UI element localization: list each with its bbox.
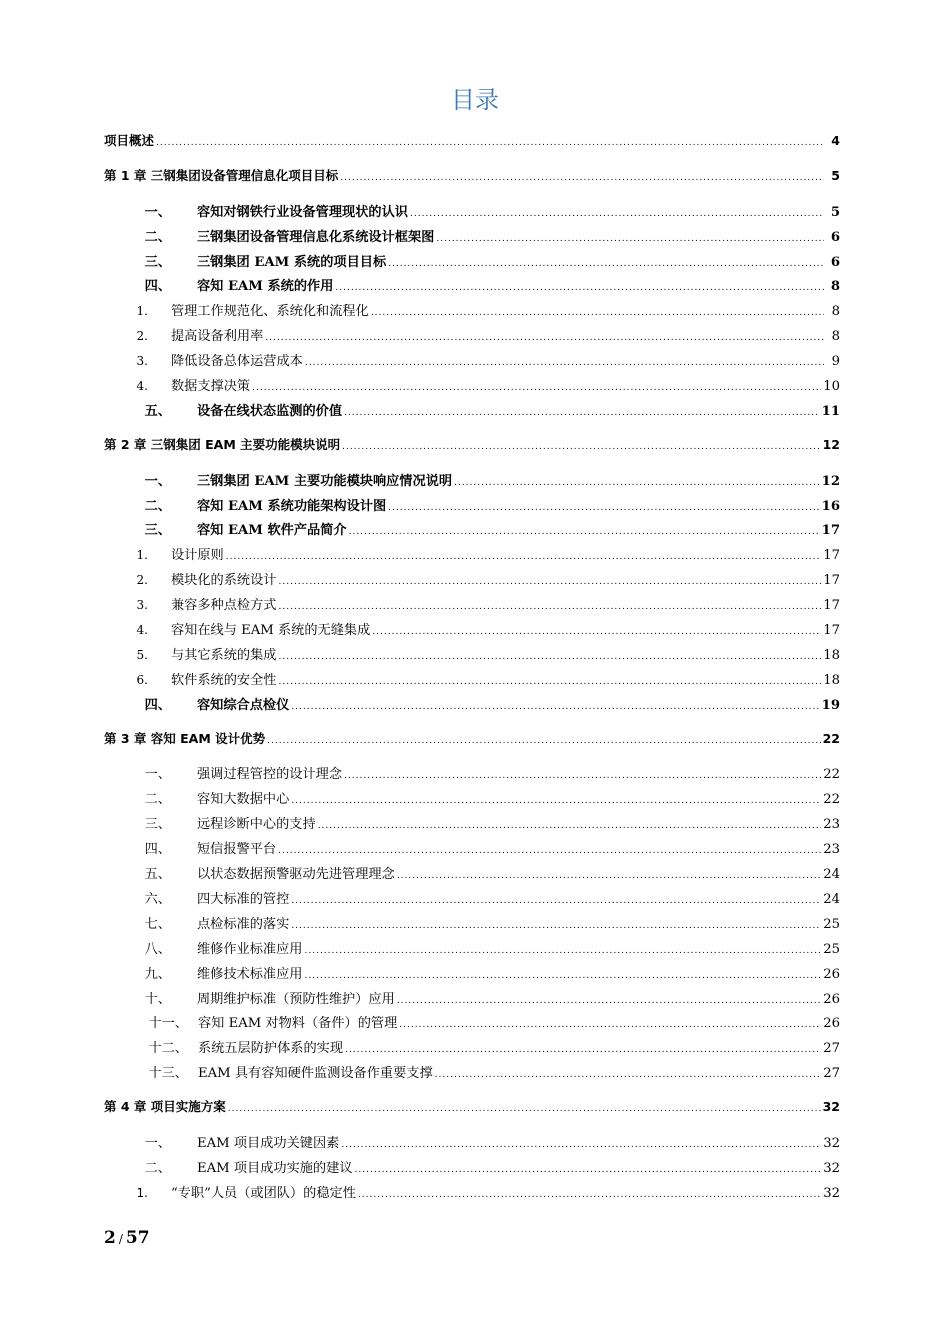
toc-entry-label: 容知 EAM 系统的作用: [197, 279, 334, 295]
toc-entry-page: 26: [823, 966, 840, 982]
toc-entry-number: 十二、: [148, 1041, 188, 1057]
toc-entry-label: 四大标准的管控: [197, 891, 290, 907]
toc-entry[interactable]: [104, 325, 840, 350]
toc-entry-number: 八、: [144, 941, 171, 957]
toc-entry-number: 1.: [136, 304, 148, 319]
toc-entry-label: 维修作业标准应用: [197, 941, 303, 957]
toc-entry-number: 二、: [144, 498, 171, 514]
toc-entry-page: 19: [821, 697, 840, 713]
toc-dot-leader: [279, 648, 822, 663]
toc-entry-page: 22: [822, 730, 840, 746]
toc-dot-leader: [454, 474, 820, 489]
toc-dot-leader: [410, 205, 824, 220]
toc-entry-number: 十一、: [148, 1016, 188, 1032]
toc-entry-page: 23: [823, 842, 840, 858]
toc-entry-page: 27: [823, 1041, 840, 1057]
toc-entry[interactable]: [104, 1182, 840, 1207]
toc-entry-label: 模块化的系统设计: [171, 573, 277, 589]
toc-chapter-entry[interactable]: [104, 729, 840, 754]
toc-entry-number: 四、: [144, 842, 171, 858]
toc-entry[interactable]: [104, 988, 840, 1013]
toc-entry[interactable]: [104, 669, 840, 694]
toc-entry-page: 8: [831, 329, 840, 345]
toc-entry[interactable]: [104, 1012, 840, 1037]
current-page: 2: [104, 1228, 116, 1248]
table-of-contents: [104, 131, 840, 1207]
toc-entry-page: 6: [830, 254, 840, 270]
toc-entry-number: 四、: [144, 279, 171, 295]
toc-entry-label: 三钢集团 EAM 主要功能模块响应情况说明: [197, 473, 453, 489]
toc-dot-leader: [335, 279, 824, 294]
toc-entry-page: 25: [823, 941, 840, 957]
toc-entry[interactable]: [104, 788, 840, 813]
toc-entry-page: 18: [823, 647, 840, 663]
toc-entry[interactable]: [104, 1132, 840, 1157]
toc-dot-leader: [349, 523, 820, 538]
toc-title: 目录: [451, 86, 499, 114]
toc-entry-page: 26: [823, 1016, 840, 1032]
toc-entry-number: 4.: [136, 623, 148, 638]
toc-entry-label: 三钢集团 EAM 系统的项目目标: [197, 254, 387, 270]
toc-entry[interactable]: [104, 251, 840, 276]
toc-entry-page: 12: [821, 473, 840, 489]
toc-entry-label: 容知大数据中心: [197, 792, 290, 808]
toc-dot-leader: [279, 598, 822, 613]
toc-entry-page: 4: [831, 133, 840, 148]
toc-entry-page: 9: [831, 354, 840, 370]
toc-entry-number: 一、: [144, 767, 171, 783]
toc-entry-page: 22: [823, 792, 840, 808]
toc-entry[interactable]: [104, 1037, 840, 1062]
toc-entry-page: 32: [823, 1135, 840, 1151]
toc-entry-number: 3.: [136, 354, 148, 369]
toc-dot-leader: [156, 133, 824, 148]
toc-entry-label: 以状态数据预警驱动先进管理理念: [197, 867, 395, 883]
toc-entry-label: 第 1 章 三钢集团设备管理信息化项目目标: [104, 167, 339, 183]
toc-entry[interactable]: [104, 913, 840, 938]
toc-entry[interactable]: [104, 544, 840, 569]
toc-entry-number: 二、: [144, 1160, 171, 1176]
toc-entry[interactable]: [104, 1157, 840, 1182]
toc-entry-label: 管理工作规范化、系统化和流程化: [171, 304, 369, 320]
toc-dot-leader: [435, 1066, 822, 1081]
toc-entry-page: 22: [823, 767, 840, 783]
toc-entry-label: 系统五层防护体系的实现: [198, 1041, 344, 1057]
toc-entry-number: 五、: [144, 403, 171, 419]
toc-dot-leader: [345, 1041, 821, 1056]
toc-entry-label: 容知 EAM 系统功能架构设计图: [197, 498, 387, 514]
toc-dot-leader: [305, 354, 824, 369]
toc-entry-number: 三、: [144, 523, 171, 539]
toc-entry-number: 一、: [144, 204, 171, 220]
toc-entry-label: 第 2 章 三钢集团 EAM 主要功能模块说明: [104, 436, 341, 452]
toc-entry-label: EAM 项目成功关键因素: [197, 1135, 340, 1151]
toc-entry-number: 四、: [144, 697, 171, 713]
toc-entry-number: 一、: [144, 473, 171, 489]
toc-entry-page: 24: [823, 891, 840, 907]
toc-entry-label: 容知 EAM 软件产品简介: [197, 523, 347, 539]
toc-entry-label: 设计原则: [171, 548, 224, 564]
toc-entry[interactable]: [104, 400, 840, 425]
toc-dot-leader: [344, 404, 820, 419]
toc-entry[interactable]: [104, 813, 840, 838]
toc-entry-number: 3.: [136, 598, 148, 613]
toc-entry-number: 二、: [144, 229, 171, 245]
toc-entry-label: 提高设备利用率: [171, 329, 264, 345]
toc-entry[interactable]: [104, 963, 840, 988]
toc-entry-page: 27: [823, 1066, 840, 1082]
toc-dot-leader: [372, 623, 821, 638]
toc-entry-label: 周期维护标准（预防性维护）应用: [197, 991, 395, 1007]
toc-entry-number: 五、: [144, 867, 171, 883]
toc-entry-page: 5: [830, 204, 840, 220]
toc-entry-page: 8: [830, 279, 840, 295]
toc-dot-leader: [344, 767, 821, 782]
toc-entry-label: 设备在线状态监测的价值: [197, 403, 343, 419]
toc-entry-number: 一、: [144, 1135, 171, 1151]
toc-entry-page: 17: [823, 598, 840, 614]
toc-entry[interactable]: [104, 275, 840, 300]
toc-dot-leader: [278, 842, 821, 857]
toc-entry[interactable]: [104, 519, 840, 544]
toc-dot-leader: [279, 573, 822, 588]
toc-entry-number: 十、: [144, 991, 171, 1007]
toc-entry-page: 5: [831, 167, 840, 183]
toc-entry-label: 兼容多种点检方式: [171, 598, 277, 614]
toc-entry[interactable]: [104, 938, 840, 963]
toc-entry[interactable]: [104, 226, 840, 251]
toc-entry-label: 项目概述: [104, 133, 155, 148]
toc-entry-label: 强调过程管控的设计理念: [197, 767, 343, 783]
toc-entry-label: “专职”人员（或团队）的稳定性: [171, 1185, 356, 1201]
toc-entry-number: 4.: [136, 379, 148, 394]
toc-dot-leader: [388, 499, 820, 514]
toc-entry-number: 七、: [144, 916, 171, 932]
toc-entry-number: 1.: [136, 548, 148, 563]
toc-entry-label: 第 3 章 容知 EAM 设计优势: [104, 730, 266, 746]
toc-entry-page: 16: [821, 498, 840, 514]
toc-entry[interactable]: [104, 888, 840, 913]
toc-dot-leader: [291, 792, 821, 807]
toc-entry-number: 十三、: [148, 1066, 188, 1082]
toc-entry-label: 点检标准的落实: [197, 916, 290, 932]
toc-entry-label: 容知 EAM 对物料（备件）的管理: [198, 1016, 398, 1032]
toc-entry-label: 容知在线与 EAM 系统的无缝集成: [171, 623, 371, 639]
toc-entry-page: 18: [823, 672, 840, 688]
toc-entry[interactable]: [104, 201, 840, 226]
toc-entry[interactable]: [104, 619, 840, 644]
toc-dot-leader: [397, 867, 821, 882]
toc-dot-leader: [279, 673, 822, 688]
toc-chapter-entry[interactable]: [104, 435, 840, 460]
toc-entry[interactable]: [104, 694, 840, 719]
toc-entry[interactable]: [104, 350, 840, 375]
toc-dot-leader: [291, 917, 821, 932]
toc-entry-page: 8: [831, 304, 840, 320]
toc-dot-leader: [436, 230, 824, 245]
toc-dot-leader: [228, 1099, 821, 1114]
toc-entry-page: 32: [822, 1099, 840, 1115]
toc-entry-label: 降低设备总体运营成本: [171, 354, 303, 370]
toc-entry-number: 5.: [136, 647, 148, 662]
toc-entry-number: 2.: [136, 329, 148, 344]
toc-entry[interactable]: [104, 644, 840, 669]
toc-dot-leader: [371, 304, 824, 319]
toc-entry-page: 25: [823, 916, 840, 932]
toc-dot-leader: [291, 698, 819, 713]
toc-entry-page: 32: [823, 1185, 840, 1201]
toc-entry-label: EAM 具有容知硬件监测设备作重要支撑: [198, 1066, 433, 1082]
toc-entry[interactable]: [104, 375, 840, 400]
toc-dot-leader: [305, 942, 822, 957]
toc-dot-leader: [226, 548, 821, 563]
toc-entry-page: 17: [823, 623, 840, 639]
toc-entry-label: 远程诊断中心的支持: [197, 817, 316, 833]
toc-chapter-entry[interactable]: [104, 131, 840, 156]
toc-entry-number: 九、: [144, 966, 171, 982]
toc-entry-number: 2.: [136, 573, 148, 588]
toc-entry-page: 11: [821, 403, 840, 419]
toc-entry[interactable]: [104, 863, 840, 888]
toc-entry-page: 17: [823, 548, 840, 564]
toc-entry[interactable]: [104, 569, 840, 594]
toc-dot-leader: [388, 255, 824, 270]
toc-entry-label: 与其它系统的集成: [171, 647, 277, 663]
toc-entry-number: 6.: [136, 672, 148, 687]
toc-entry-page: 12: [822, 436, 840, 452]
toc-entry[interactable]: [104, 594, 840, 619]
toc-entry-number: 1.: [136, 1185, 148, 1200]
toc-entry-page: 6: [830, 229, 840, 245]
toc-entry-label: 数据支撑决策: [171, 379, 251, 395]
toc-entry-label: 维修技术标准应用: [197, 966, 303, 982]
total-pages: 57: [125, 1228, 150, 1248]
toc-dot-leader: [318, 817, 822, 832]
toc-entry-number: 六、: [144, 891, 171, 907]
toc-entry-number: 三、: [144, 254, 171, 270]
toc-dot-leader: [267, 731, 820, 746]
toc-entry[interactable]: [104, 1062, 840, 1087]
toc-dot-leader: [305, 967, 822, 982]
toc-entry[interactable]: [104, 838, 840, 863]
toc-entry-label: 容知综合点检仪: [197, 697, 290, 713]
toc-dot-leader: [397, 992, 821, 1007]
page-number: [104, 1228, 150, 1248]
toc-chapter-entry[interactable]: [104, 166, 840, 191]
toc-entry-label: 容知对钢铁行业设备管理现状的认识: [197, 204, 408, 220]
toc-dot-leader: [252, 379, 821, 394]
toc-entry-label: 短信报警平台: [197, 842, 277, 858]
toc-dot-leader: [342, 437, 820, 452]
toc-entry[interactable]: [104, 470, 840, 495]
toc-entry-label: 软件系统的安全性: [171, 672, 277, 688]
toc-entry[interactable]: [104, 763, 840, 788]
toc-entry-label: 三钢集团设备管理信息化系统设计框架图: [197, 229, 435, 245]
toc-dot-leader: [341, 1136, 821, 1151]
toc-entry-label: 第 4 章 项目实施方案: [104, 1099, 226, 1115]
toc-entry-number: 二、: [144, 792, 171, 808]
toc-dot-leader: [265, 329, 824, 344]
toc-entry[interactable]: [104, 495, 840, 520]
toc-entry-number: 三、: [144, 817, 171, 833]
toc-chapter-entry[interactable]: [104, 1097, 840, 1122]
toc-dot-leader: [340, 168, 824, 183]
toc-entry-page: 32: [823, 1160, 840, 1176]
toc-entry[interactable]: [104, 300, 840, 325]
toc-entry-page: 17: [823, 573, 840, 589]
toc-dot-leader: [358, 1186, 821, 1201]
toc-entry-page: 10: [823, 379, 840, 395]
toc-entry-page: 24: [823, 867, 840, 883]
toc-entry-page: 23: [823, 817, 840, 833]
page-separator: /: [118, 1232, 123, 1246]
toc-dot-leader: [291, 892, 821, 907]
toc-dot-leader: [399, 1016, 821, 1031]
toc-dot-leader: [355, 1161, 822, 1176]
toc-entry-page: 17: [821, 523, 840, 539]
toc-entry-page: 26: [823, 991, 840, 1007]
toc-entry-label: EAM 项目成功实施的建议: [197, 1160, 353, 1176]
